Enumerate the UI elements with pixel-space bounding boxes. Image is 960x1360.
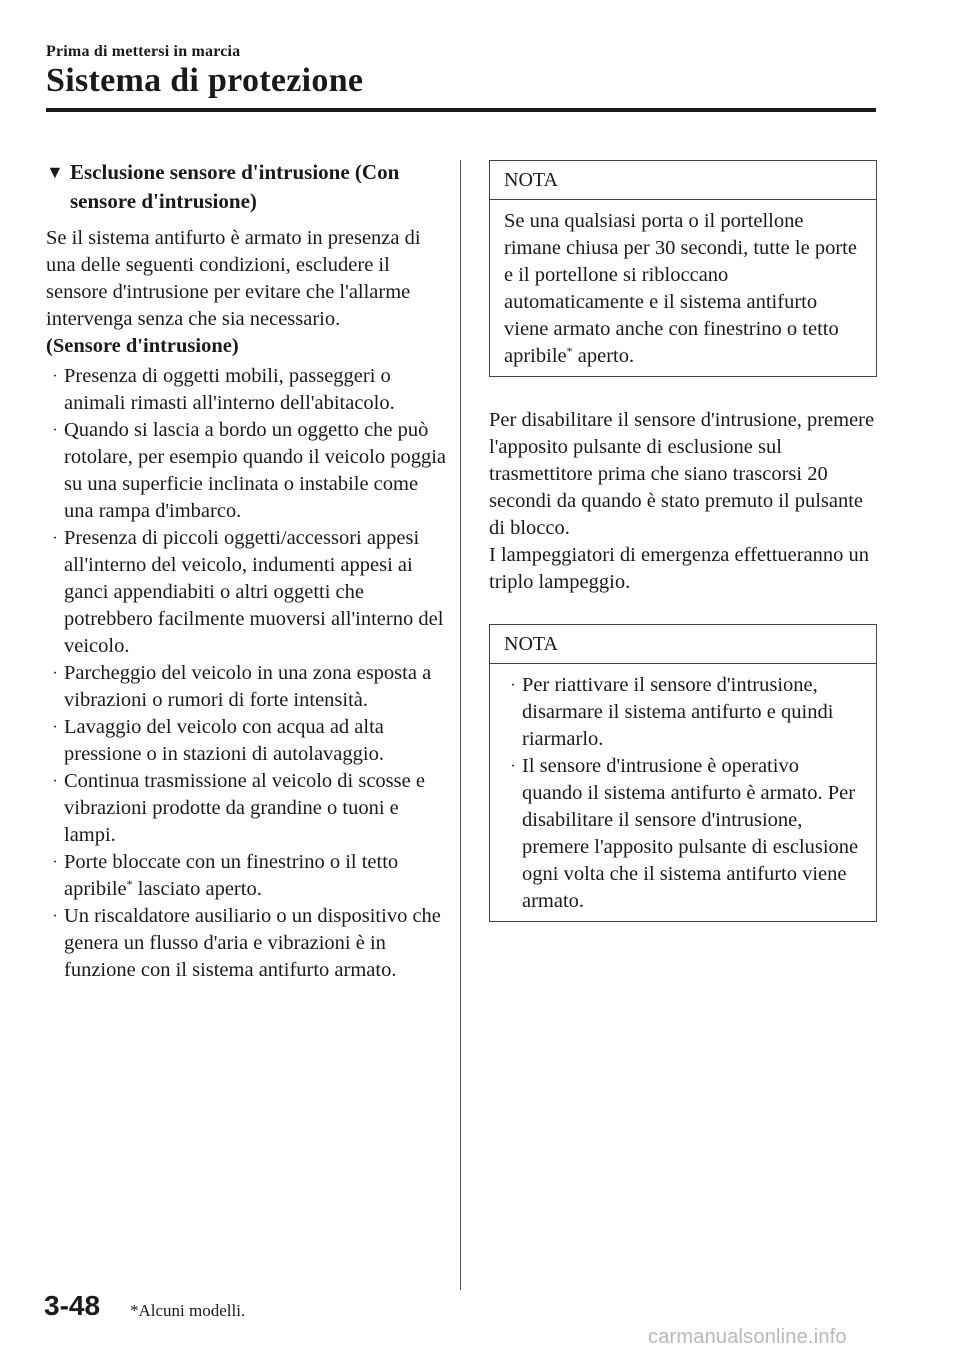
intro-paragraph: Se il sistema antifurto è armato in presenza di una delle seguenti condizioni, escludere il sensore d'intrusione per evitare che l'allarme intervenga senza che sia necessario. xyxy=(46,227,421,330)
note-box xyxy=(489,160,877,377)
list-item: · Per riattivare il sensore d'intrusione, disarmare il sistema antifurto e quindi riarmarlo. xyxy=(504,672,862,753)
bullet-icon: · xyxy=(52,773,58,790)
disable-paragraph: Per disabilitare il sensore d'intrusione, premere l'apposito pulsante di esclusione sul trasmettitore prima che siano trascorsi 20 secondi da quando è stato premuto il pulsante di blocco. xyxy=(489,409,875,539)
bullet-icon: · xyxy=(52,368,58,385)
page-title: Sistema di protezione xyxy=(46,62,364,99)
note-label: NOTA xyxy=(490,161,876,200)
note-text: Se una qualsiasi porta o il portellone rimane chiusa per 30 secondi, tutte le porte e il portellone si ribloccano automaticamente e il sistema antifurto viene armato anche con finestrino o tetto apribile* aperto. xyxy=(504,210,857,367)
list-item: · Quando si lascia a bordo un oggetto che può rotolare, per esempio quando il veicolo poggia su una superficie inclinata o instabile come una rampa d'imbarco. xyxy=(46,417,446,525)
bullet-icon: · xyxy=(52,665,58,682)
footnote: *Alcuni modelli. xyxy=(130,1301,246,1320)
right-column xyxy=(489,160,877,922)
note-label: NOTA xyxy=(490,625,876,664)
triangle-icon: ▼ xyxy=(46,162,64,182)
list-item: · Il sensore d'intrusione è operativo quando il sistema antifurto è armato. Per disabilitare il sensore d'intrusione, premere l'apposito pulsante di esclusione ogni volta che il sistema antifurto viene armato. xyxy=(504,753,862,915)
list-item: · Presenza di piccoli oggetti/accessori appesi all'interno del veicolo, indumenti appesi ai ganci appendiabiti o altri oggetti che potrebbero facilmente muoversi all'interno del veicolo. xyxy=(46,525,446,660)
hazard-paragraph: I lampeggiatori di emergenza effettueranno un triplo lampeggio. xyxy=(489,544,870,593)
list-item: · Presenza di oggetti mobili, passeggeri o animali rimasti all'interno dell'abitacolo. xyxy=(46,363,446,417)
bullet-icon: · xyxy=(52,908,58,925)
page-number: 3-48 xyxy=(44,1290,101,1321)
subheading: (Sensore d'intrusione) xyxy=(46,335,239,357)
bullet-icon: · xyxy=(52,530,58,547)
asterisk-marker: * xyxy=(566,344,573,358)
note-list xyxy=(490,664,876,921)
title-rule xyxy=(46,108,876,112)
asterisk-marker: * xyxy=(126,877,133,891)
section-heading xyxy=(46,158,446,216)
section-heading-text: Esclusione sensore d'intrusione (Con sensore d'intrusione) xyxy=(70,160,400,213)
list-item: · Lavaggio del veicolo con acqua ad alta pressione o in stazioni di autolavaggio. xyxy=(46,714,446,768)
section-label: Prima di mettersi in marcia xyxy=(46,43,241,60)
list-item: · Porte bloccate con un finestrino o il tetto apribile* lasciato aperto. xyxy=(46,849,446,903)
condition-list xyxy=(46,363,446,984)
watermark: carmanualsonline.info xyxy=(648,1326,847,1348)
bullet-icon: · xyxy=(510,677,516,694)
list-item: · Parcheggio del veicolo in una zona esposta a vibrazioni o rumori di forte intensità. xyxy=(46,660,446,714)
list-item: · Continua trasmissione al veicolo di scosse e vibrazioni prodotte da grandine o tuoni e lampi. xyxy=(46,768,446,849)
bullet-icon: · xyxy=(52,719,58,736)
list-item: · Un riscaldatore ausiliario o un dispositivo che genera un flusso d'aria e vibrazioni è in funzione con il sistema antifurto armato. xyxy=(46,903,446,984)
column-divider xyxy=(460,160,461,1290)
bullet-icon: · xyxy=(52,422,58,439)
bullet-icon: · xyxy=(52,854,58,871)
bullet-icon: · xyxy=(510,758,516,775)
note-box xyxy=(489,624,877,922)
left-column xyxy=(46,158,446,984)
